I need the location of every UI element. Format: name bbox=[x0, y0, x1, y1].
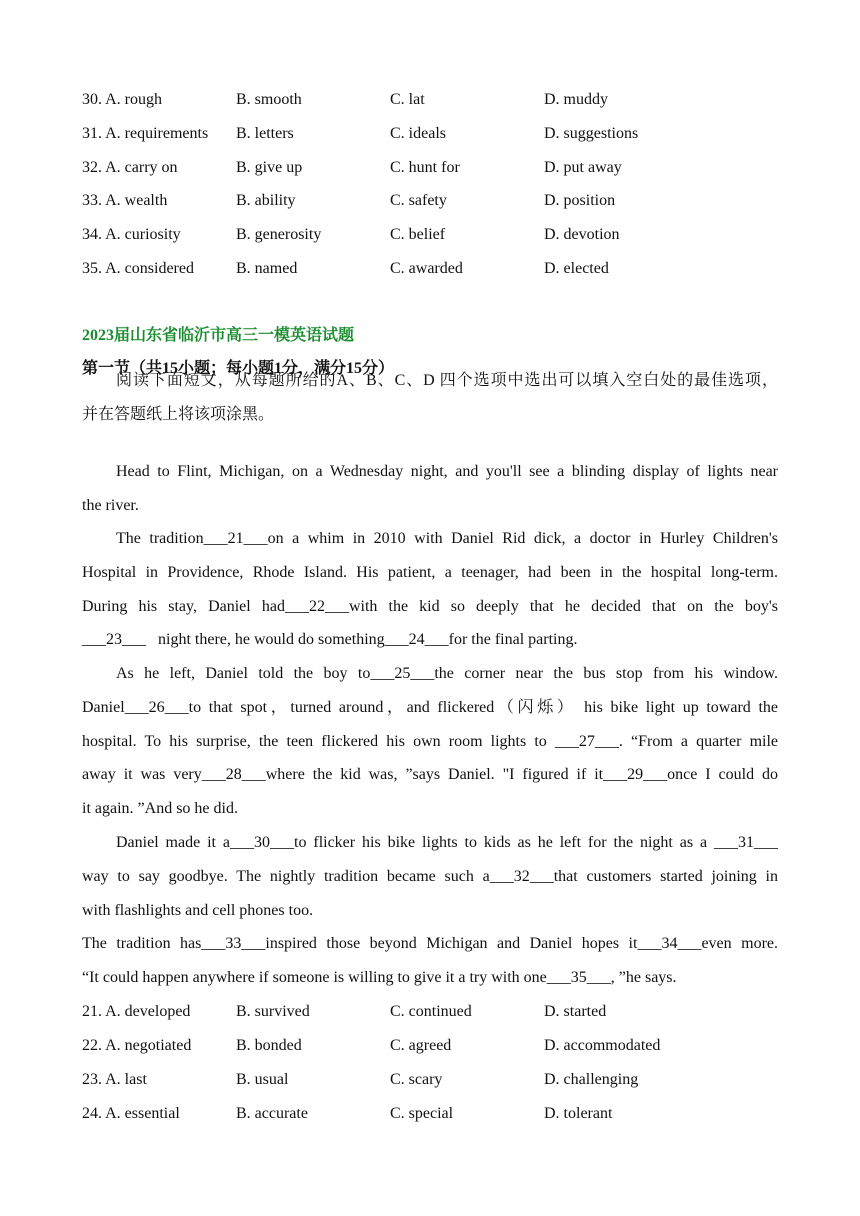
option-row-22 bbox=[82, 1034, 782, 1058]
option-b: B. give up bbox=[236, 159, 303, 176]
passage-line: Head to Flint, Michigan, on a Wednesday night, and you'll see a blinding display of lights near bbox=[116, 463, 778, 480]
passage-line: ___23___ night there, he would do something___24___for the final parting. bbox=[82, 631, 578, 649]
option-d: D. devotion bbox=[544, 226, 620, 243]
option-c: C. ideals bbox=[390, 125, 446, 142]
option-b: B. generosity bbox=[236, 226, 322, 243]
option-a: 33. A. wealth bbox=[82, 192, 168, 209]
option-c: C. lat bbox=[390, 91, 425, 108]
passage-line: Hospital in Providence, Rhode Island. His patient, a teenager, had been in the hospital long-term. bbox=[82, 563, 778, 581]
option-a: 32. A. carry on bbox=[82, 159, 178, 176]
option-b: B. ability bbox=[236, 192, 296, 209]
option-row-24 bbox=[82, 1102, 782, 1126]
option-c: C. belief bbox=[390, 226, 446, 243]
passage-line: way to say goodbye. The nightly tradition became such a___32___that customers started joining in bbox=[82, 867, 778, 885]
option-a: 34. A. curiosity bbox=[82, 226, 181, 243]
passage-line: As he left, Daniel told the boy to___25___the corner near the bus stop from his window. bbox=[116, 665, 778, 682]
option-a: 31. A. requirements bbox=[82, 125, 209, 142]
option-c: C. awarded bbox=[390, 260, 463, 277]
option-c: C. agreed bbox=[390, 1037, 452, 1054]
option-d: D. put away bbox=[544, 159, 622, 176]
passage-paragraph-3 bbox=[82, 657, 778, 826]
option-d: D. muddy bbox=[544, 91, 608, 108]
option-c: C. hunt for bbox=[390, 159, 460, 176]
option-b: B. bonded bbox=[236, 1037, 302, 1054]
passage-line: it again. ”And so he did. bbox=[82, 800, 238, 818]
passage-line: The tradition has___33___inspired those beyond Michigan and Daniel hopes it___34___even more. bbox=[82, 935, 778, 952]
option-b: B. usual bbox=[236, 1071, 289, 1088]
exam-title: 2023届山东省临沂市高三一模英语试题 bbox=[82, 327, 355, 344]
option-a: 24. A. essential bbox=[82, 1105, 180, 1122]
option-d: D. position bbox=[544, 192, 616, 209]
option-c: C. safety bbox=[390, 192, 447, 209]
option-d: D. challenging bbox=[544, 1071, 639, 1088]
passage-line: Daniel___26___to that spot，turned around，and flickered（闪烁） his bike light up toward the bbox=[82, 698, 778, 716]
option-b: B. smooth bbox=[236, 91, 302, 108]
option-a: 35. A. considered bbox=[82, 260, 194, 277]
option-row-33 bbox=[82, 189, 782, 213]
passage-line: with flashlights and cell phones too. bbox=[82, 901, 314, 919]
passage-paragraph-5 bbox=[82, 927, 778, 995]
option-row-32 bbox=[82, 156, 782, 180]
option-a: 23. A. last bbox=[82, 1071, 147, 1088]
passage-line: The tradition___21___on a whim in 2010 with Daniel Rid dick, a doctor in Hurley Children's bbox=[116, 530, 778, 547]
option-b: B. accurate bbox=[236, 1105, 308, 1122]
passage-line: the river. bbox=[82, 496, 139, 514]
section-heading: 第一节（共15小题；每小题1分，满分15分） bbox=[82, 360, 395, 377]
instructions-line: 并在答题纸上将该项涂黑。 bbox=[82, 405, 275, 423]
option-d: D. elected bbox=[544, 260, 609, 277]
option-b: B. named bbox=[236, 260, 298, 277]
option-b: B. letters bbox=[236, 125, 294, 142]
option-d: D. suggestions bbox=[544, 125, 639, 142]
passage-paragraph-2 bbox=[82, 522, 778, 657]
instructions-line: 阅读下面短文，从每题所给的A、B、C、D 四个选项中选出可以填入空白处的最佳选项， bbox=[116, 372, 778, 389]
option-d: D. started bbox=[544, 1003, 607, 1020]
passage-paragraph-1 bbox=[82, 455, 778, 523]
option-row-35 bbox=[82, 257, 782, 281]
option-c: C. scary bbox=[390, 1071, 443, 1088]
option-a: 30. A. rough bbox=[82, 91, 162, 108]
option-d: D. accommodated bbox=[544, 1037, 661, 1054]
option-b: B. survived bbox=[236, 1003, 310, 1020]
option-c: C. continued bbox=[390, 1003, 472, 1020]
passage-line: “It could happen anywhere if someone is willing to give it a try with one___35___, ”he says. bbox=[82, 968, 677, 986]
option-c: C. special bbox=[390, 1105, 454, 1122]
option-a: 21. A. developed bbox=[82, 1003, 191, 1020]
passage-line: away it was very___28___where the kid was, ”says Daniel. "I figured if it___29___once I could do bbox=[82, 766, 778, 784]
passage-paragraph-4 bbox=[82, 826, 778, 927]
option-d: D. tolerant bbox=[544, 1105, 613, 1122]
passage-line: hospital. To his surprise, the teen flickered his own room lights to ___27___. “From a quarter mile bbox=[82, 732, 778, 750]
instructions bbox=[82, 364, 778, 432]
option-row-23 bbox=[82, 1068, 782, 1092]
option-a: 22. A. negotiated bbox=[82, 1037, 192, 1054]
option-row-31 bbox=[82, 122, 782, 146]
option-row-34 bbox=[82, 223, 782, 247]
passage-line: During his stay, Daniel had___22___with the kid so deeply that he decided that on the boy's bbox=[82, 597, 778, 615]
option-row-21 bbox=[82, 1000, 782, 1024]
option-row-30 bbox=[82, 88, 782, 112]
passage-line: Daniel made it a___30___to flicker his bike lights to kids as he left for the night as a ___31___ bbox=[116, 834, 778, 851]
